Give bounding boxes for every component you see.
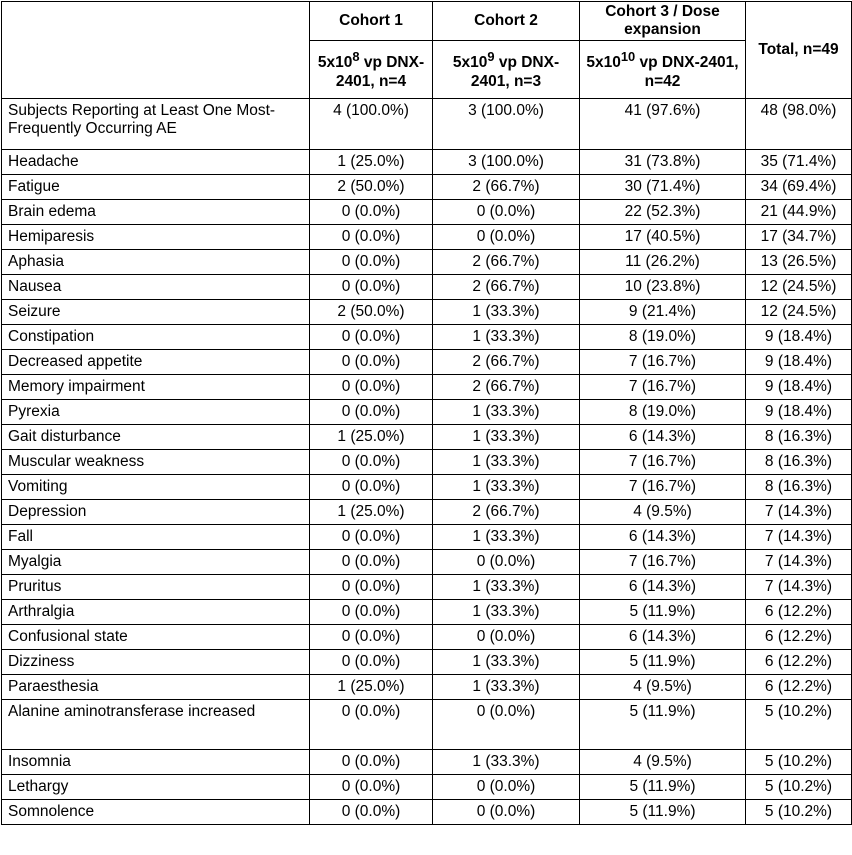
cohort-2-value: 3 (100.0%) bbox=[433, 99, 580, 150]
header-cohort-1: Cohort 1 bbox=[310, 2, 433, 41]
row-label: Fall bbox=[2, 525, 310, 550]
dose-detail: vp DNX-2401, n=42 bbox=[635, 54, 739, 90]
dose-exponent: 8 bbox=[352, 49, 360, 65]
cohort-2-value: 1 (33.3%) bbox=[433, 450, 580, 475]
cohort-1-value: 1 (25.0%) bbox=[310, 425, 433, 450]
cohort-2-value: 1 (33.3%) bbox=[433, 650, 580, 675]
table-row bbox=[2, 800, 852, 825]
table-row bbox=[2, 225, 852, 250]
total-value: 5 (10.2%) bbox=[746, 775, 852, 800]
total-value: 8 (16.3%) bbox=[746, 450, 852, 475]
table-row bbox=[2, 525, 852, 550]
table-row bbox=[2, 550, 852, 575]
cohort-2-value: 1 (33.3%) bbox=[433, 425, 580, 450]
row-label: Fatigue bbox=[2, 175, 310, 200]
cohort-2-value: 0 (0.0%) bbox=[433, 800, 580, 825]
cohort-3-value: 6 (14.3%) bbox=[580, 525, 746, 550]
cohort-2-value: 1 (33.3%) bbox=[433, 525, 580, 550]
cohort-1-value: 1 (25.0%) bbox=[310, 675, 433, 700]
header-cohort-2-dose bbox=[433, 41, 580, 99]
cohort-3-value: 17 (40.5%) bbox=[580, 225, 746, 250]
cohort-3-value: 8 (19.0%) bbox=[580, 325, 746, 350]
row-label: Arthralgia bbox=[2, 600, 310, 625]
cohort-3-value: 6 (14.3%) bbox=[580, 425, 746, 450]
cohort-1-value: 0 (0.0%) bbox=[310, 475, 433, 500]
cohort-3-value: 5 (11.9%) bbox=[580, 700, 746, 750]
cohort-2-value: 2 (66.7%) bbox=[433, 250, 580, 275]
cohort-3-value: 11 (26.2%) bbox=[580, 250, 746, 275]
row-label: Muscular weakness bbox=[2, 450, 310, 475]
cohort-1-value: 2 (50.0%) bbox=[310, 175, 433, 200]
adverse-events-table bbox=[1, 1, 852, 825]
header-row-cohorts bbox=[2, 2, 852, 41]
table-row bbox=[2, 200, 852, 225]
cohort-1-value: 1 (25.0%) bbox=[310, 150, 433, 175]
dose-detail: vp DNX-2401, n=4 bbox=[335, 54, 425, 90]
total-value: 12 (24.5%) bbox=[746, 275, 852, 300]
row-label: Somnolence bbox=[2, 800, 310, 825]
total-value: 12 (24.5%) bbox=[746, 300, 852, 325]
cohort-1-value: 2 (50.0%) bbox=[310, 300, 433, 325]
cohort-2-value: 1 (33.3%) bbox=[433, 575, 580, 600]
cohort-3-value: 6 (14.3%) bbox=[580, 625, 746, 650]
cohort-1-value: 0 (0.0%) bbox=[310, 575, 433, 600]
dose-base: 5x10 bbox=[452, 54, 488, 72]
row-label: Headache bbox=[2, 150, 310, 175]
table-row bbox=[2, 675, 852, 700]
cohort-3-value: 30 (71.4%) bbox=[580, 175, 746, 200]
cohort-1-value: 0 (0.0%) bbox=[310, 275, 433, 300]
cohort-2-value: 1 (33.3%) bbox=[433, 750, 580, 775]
table-row bbox=[2, 425, 852, 450]
table-row bbox=[2, 775, 852, 800]
cohort-1-value: 0 (0.0%) bbox=[310, 775, 433, 800]
table-row bbox=[2, 375, 852, 400]
total-value: 9 (18.4%) bbox=[746, 325, 852, 350]
row-label: Constipation bbox=[2, 325, 310, 350]
cohort-3-value: 6 (14.3%) bbox=[580, 575, 746, 600]
cohort-1-value: 0 (0.0%) bbox=[310, 250, 433, 275]
cohort-1-value: 0 (0.0%) bbox=[310, 550, 433, 575]
header-cohort-3-dose bbox=[580, 41, 746, 99]
cohort-2-value: 1 (33.3%) bbox=[433, 675, 580, 700]
row-label: Memory impairment bbox=[2, 375, 310, 400]
cohort-3-value: 9 (21.4%) bbox=[580, 300, 746, 325]
cohort-3-value: 7 (16.7%) bbox=[580, 550, 746, 575]
table-row bbox=[2, 300, 852, 325]
table-row bbox=[2, 175, 852, 200]
row-label: Pyrexia bbox=[2, 400, 310, 425]
cohort-2-value: 1 (33.3%) bbox=[433, 325, 580, 350]
cohort-1-value: 0 (0.0%) bbox=[310, 400, 433, 425]
cohort-1-value: 0 (0.0%) bbox=[310, 375, 433, 400]
cohort-1-value: 0 (0.0%) bbox=[310, 600, 433, 625]
cohort-3-value: 4 (9.5%) bbox=[580, 675, 746, 700]
cohort-3-value: 22 (52.3%) bbox=[580, 200, 746, 225]
row-label: Subjects Reporting at Least One Most-Frequently Occurring AE bbox=[2, 99, 310, 150]
table-row bbox=[2, 275, 852, 300]
cohort-2-value: 2 (66.7%) bbox=[433, 350, 580, 375]
cohort-1-value: 0 (0.0%) bbox=[310, 450, 433, 475]
cohort-1-value: 0 (0.0%) bbox=[310, 700, 433, 750]
cohort-1-value: 1 (25.0%) bbox=[310, 500, 433, 525]
cohort-1-value: 0 (0.0%) bbox=[310, 625, 433, 650]
table-row bbox=[2, 475, 852, 500]
cohort-1-value: 0 (0.0%) bbox=[310, 750, 433, 775]
cohort-2-value: 1 (33.3%) bbox=[433, 475, 580, 500]
total-value: 9 (18.4%) bbox=[746, 350, 852, 375]
header-total: Total, n=49 bbox=[746, 2, 852, 99]
row-label: Dizziness bbox=[2, 650, 310, 675]
dose-base: 5x10 bbox=[586, 54, 621, 72]
cohort-3-value: 31 (73.8%) bbox=[580, 150, 746, 175]
row-label: Paraesthesia bbox=[2, 675, 310, 700]
row-label: Vomiting bbox=[2, 475, 310, 500]
total-value: 7 (14.3%) bbox=[746, 550, 852, 575]
cohort-3-value: 8 (19.0%) bbox=[580, 400, 746, 425]
dose-detail: vp DNX-2401, n=3 bbox=[470, 54, 560, 90]
total-value: 21 (44.9%) bbox=[746, 200, 852, 225]
cohort-2-value: 2 (66.7%) bbox=[433, 375, 580, 400]
cohort-1-value: 0 (0.0%) bbox=[310, 650, 433, 675]
row-label: Nausea bbox=[2, 275, 310, 300]
cohort-3-value: 5 (11.9%) bbox=[580, 800, 746, 825]
table-row bbox=[2, 600, 852, 625]
dose-exponent: 10 bbox=[620, 49, 636, 65]
table-body bbox=[2, 99, 852, 825]
row-label: Confusional state bbox=[2, 625, 310, 650]
cohort-3-value: 7 (16.7%) bbox=[580, 475, 746, 500]
table-row bbox=[2, 650, 852, 675]
cohort-3-value: 5 (11.9%) bbox=[580, 600, 746, 625]
cohort-1-value: 0 (0.0%) bbox=[310, 200, 433, 225]
cohort-3-value: 5 (11.9%) bbox=[580, 775, 746, 800]
cohort-2-value: 0 (0.0%) bbox=[433, 200, 580, 225]
row-label: Lethargy bbox=[2, 775, 310, 800]
row-label: Insomnia bbox=[2, 750, 310, 775]
cohort-3-value: 4 (9.5%) bbox=[580, 500, 746, 525]
dose-base: 5x10 bbox=[317, 54, 353, 72]
header-cohort-3: Cohort 3 / Dose expansion bbox=[580, 2, 746, 41]
total-value: 9 (18.4%) bbox=[746, 375, 852, 400]
total-value: 6 (12.2%) bbox=[746, 650, 852, 675]
cohort-1-value: 4 (100.0%) bbox=[310, 99, 433, 150]
total-value: 8 (16.3%) bbox=[746, 425, 852, 450]
total-value: 6 (12.2%) bbox=[746, 675, 852, 700]
cohort-3-value: 7 (16.7%) bbox=[580, 350, 746, 375]
row-label: Hemiparesis bbox=[2, 225, 310, 250]
total-value: 9 (18.4%) bbox=[746, 400, 852, 425]
row-label: Aphasia bbox=[2, 250, 310, 275]
cohort-2-value: 0 (0.0%) bbox=[433, 700, 580, 750]
cohort-2-value: 0 (0.0%) bbox=[433, 550, 580, 575]
cohort-2-value: 0 (0.0%) bbox=[433, 225, 580, 250]
cohort-2-value: 1 (33.3%) bbox=[433, 600, 580, 625]
total-value: 7 (14.3%) bbox=[746, 500, 852, 525]
row-label: Myalgia bbox=[2, 550, 310, 575]
dose-exponent: 9 bbox=[487, 49, 495, 65]
cohort-2-value: 0 (0.0%) bbox=[433, 775, 580, 800]
cohort-3-value: 4 (9.5%) bbox=[580, 750, 746, 775]
table-row bbox=[2, 250, 852, 275]
cohort-3-value: 5 (11.9%) bbox=[580, 650, 746, 675]
cohort-2-value: 2 (66.7%) bbox=[433, 175, 580, 200]
cohort-1-value: 0 (0.0%) bbox=[310, 800, 433, 825]
header-cohort-1-dose bbox=[310, 41, 433, 99]
row-label: Brain edema bbox=[2, 200, 310, 225]
cohort-2-value: 0 (0.0%) bbox=[433, 625, 580, 650]
table-row bbox=[2, 325, 852, 350]
total-value: 6 (12.2%) bbox=[746, 625, 852, 650]
table-row bbox=[2, 400, 852, 425]
header-empty-cell bbox=[2, 2, 310, 99]
total-value: 35 (71.4%) bbox=[746, 150, 852, 175]
cohort-3-value: 7 (16.7%) bbox=[580, 450, 746, 475]
cohort-3-value: 7 (16.7%) bbox=[580, 375, 746, 400]
cohort-2-value: 1 (33.3%) bbox=[433, 300, 580, 325]
row-label: Gait disturbance bbox=[2, 425, 310, 450]
table-row bbox=[2, 575, 852, 600]
total-value: 6 (12.2%) bbox=[746, 600, 852, 625]
cohort-2-value: 2 (66.7%) bbox=[433, 500, 580, 525]
cohort-3-value: 41 (97.6%) bbox=[580, 99, 746, 150]
cohort-2-value: 2 (66.7%) bbox=[433, 275, 580, 300]
total-value: 8 (16.3%) bbox=[746, 475, 852, 500]
row-label: Alanine aminotransferase increased bbox=[2, 700, 310, 750]
row-label: Seizure bbox=[2, 300, 310, 325]
table-row bbox=[2, 700, 852, 750]
table-row bbox=[2, 350, 852, 375]
row-label: Pruritus bbox=[2, 575, 310, 600]
total-value: 48 (98.0%) bbox=[746, 99, 852, 150]
table-row bbox=[2, 500, 852, 525]
table-row bbox=[2, 750, 852, 775]
total-value: 5 (10.2%) bbox=[746, 700, 852, 750]
table-row bbox=[2, 150, 852, 175]
table-row bbox=[2, 99, 852, 150]
cohort-2-value: 3 (100.0%) bbox=[433, 150, 580, 175]
total-value: 34 (69.4%) bbox=[746, 175, 852, 200]
header-cohort-2: Cohort 2 bbox=[433, 2, 580, 41]
row-label: Decreased appetite bbox=[2, 350, 310, 375]
cohort-1-value: 0 (0.0%) bbox=[310, 325, 433, 350]
cohort-3-value: 10 (23.8%) bbox=[580, 275, 746, 300]
total-value: 5 (10.2%) bbox=[746, 750, 852, 775]
total-value: 7 (14.3%) bbox=[746, 575, 852, 600]
total-value: 13 (26.5%) bbox=[746, 250, 852, 275]
cohort-1-value: 0 (0.0%) bbox=[310, 350, 433, 375]
table-row bbox=[2, 450, 852, 475]
cohort-1-value: 0 (0.0%) bbox=[310, 225, 433, 250]
total-value: 17 (34.7%) bbox=[746, 225, 852, 250]
cohort-1-value: 0 (0.0%) bbox=[310, 525, 433, 550]
total-value: 5 (10.2%) bbox=[746, 800, 852, 825]
cohort-2-value: 1 (33.3%) bbox=[433, 400, 580, 425]
total-value: 7 (14.3%) bbox=[746, 525, 852, 550]
table-row bbox=[2, 625, 852, 650]
row-label: Depression bbox=[2, 500, 310, 525]
